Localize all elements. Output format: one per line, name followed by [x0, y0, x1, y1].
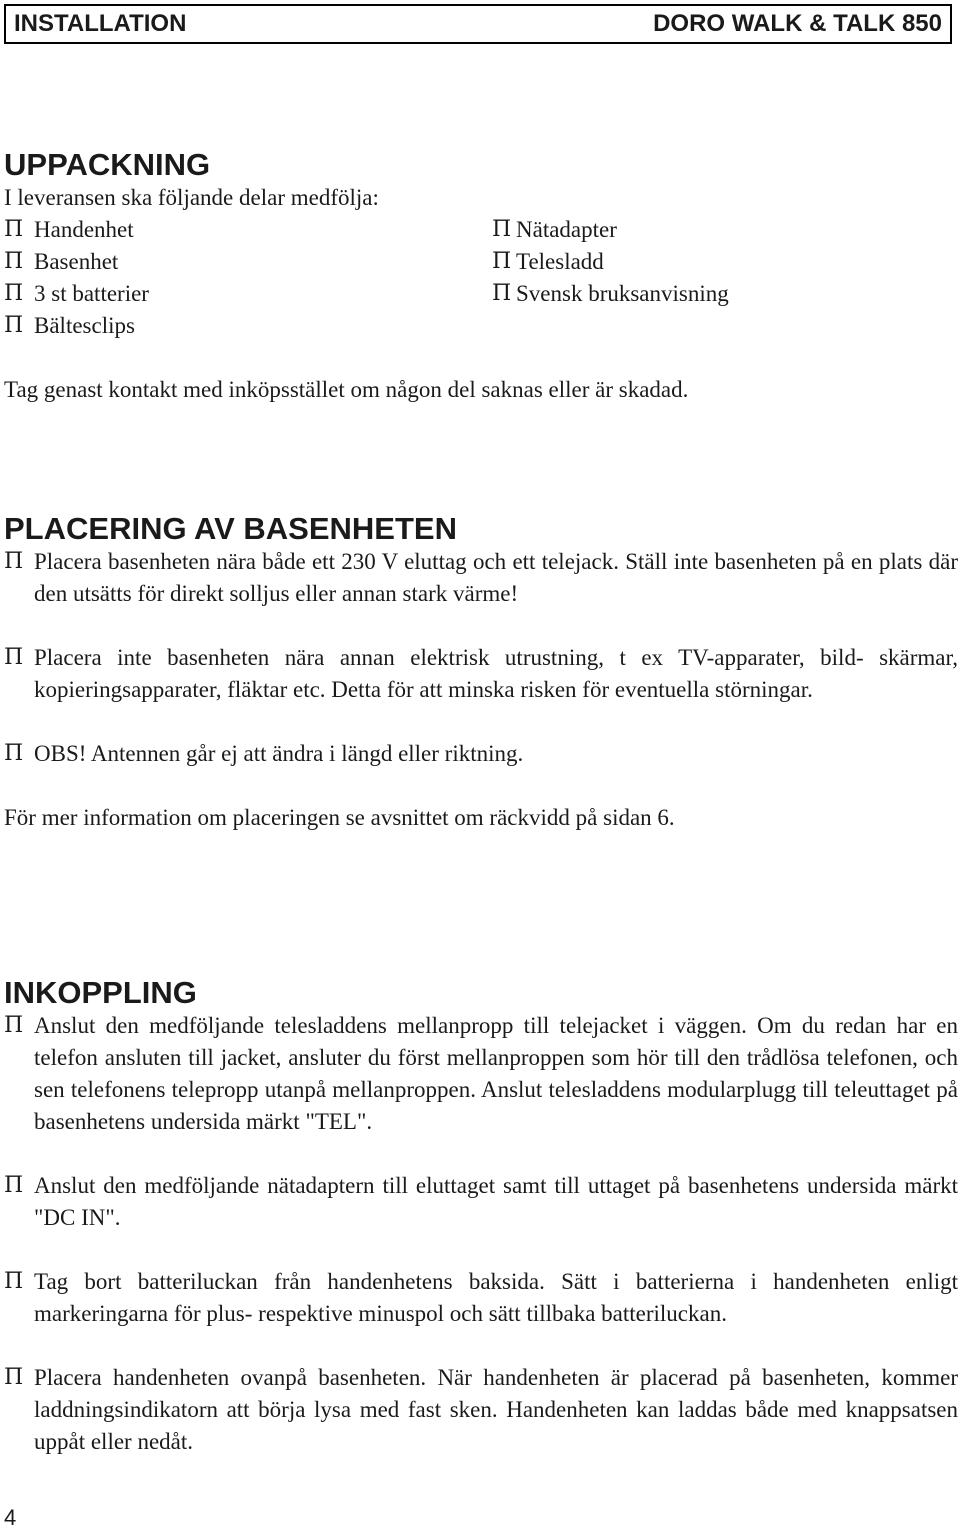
uppackning-heading: UPPACKNING [4, 147, 211, 182]
list-item-text: Telesladd [516, 249, 604, 274]
bullet-icon: Π [4, 313, 24, 338]
bullet-icon: Π [4, 217, 24, 242]
page-number: 4 [4, 1505, 17, 1530]
inkoppling-heading: INKOPPLING [4, 975, 197, 1010]
list-item-text: Nätadapter [516, 217, 617, 242]
placering-heading: PLACERING AV BASENHETEN [4, 511, 457, 546]
list-item [4, 310, 492, 342]
bullet-icon: Π [4, 1365, 24, 1390]
bullet-icon: Π [492, 281, 512, 306]
bullet-icon: Π [4, 549, 24, 574]
list-item [492, 278, 952, 310]
list-item [4, 738, 958, 770]
list-item-text: Anslut den medföljande nätadaptern till eluttaget samt till uttaget på basenhetens undersida märkt "DC IN". [34, 1173, 958, 1230]
bullet-icon: Π [4, 249, 24, 274]
list-item-text: Svensk bruksanvisning [516, 281, 729, 306]
section-inkoppling [4, 976, 958, 1458]
list-item [4, 1266, 958, 1330]
list-item [4, 1170, 958, 1234]
list-item-text: 3 st batterier [34, 281, 149, 306]
parts-list [4, 214, 958, 342]
list-item [4, 642, 958, 706]
list-item-text: OBS! Antennen går ej att ändra i längd eller riktning. [34, 741, 524, 766]
list-item [492, 246, 952, 278]
bullet-icon: Π [4, 1269, 24, 1294]
uppackning-intro: I leveransen ska följande delar medfölja: [4, 185, 379, 210]
header-section-title: INSTALLATION [14, 10, 187, 37]
bullet-icon: Π [492, 249, 512, 274]
list-item [4, 214, 492, 246]
list-item-text: Basenhet [34, 249, 119, 274]
uppackning-note: Tag genast kontakt med inköpsstället om någon del saknas eller är skadad. [4, 377, 689, 402]
list-item-text: Handenhet [34, 217, 134, 242]
bullet-icon: Π [4, 645, 24, 670]
bullet-icon: Π [4, 1013, 24, 1038]
section-placering [4, 512, 958, 834]
bullet-icon: Π [4, 1173, 24, 1198]
header-product-name: DORO WALK & TALK 850 [653, 10, 942, 37]
placering-note: För mer information om placeringen se avsnittet om räckvidd på sidan 6. [4, 805, 675, 830]
list-item [4, 1362, 958, 1458]
parts-list-right [492, 214, 952, 342]
list-item [4, 546, 958, 610]
list-item [4, 1010, 958, 1138]
list-item [4, 246, 492, 278]
bullet-icon: Π [492, 217, 512, 242]
list-item [492, 214, 952, 246]
list-item-text: Placera inte basenheten nära annan elektrisk utrustning, t ex TV-apparater, bild- skärmar, kopieringsapparater, fläktar etc. Detta för att minska risken för eventuella störningar. [34, 645, 958, 702]
list-item-text: Tag bort batteriluckan från handenhetens baksida. Sätt i batterierna i handenheten enligt markeringarna för plus- respektive minuspol och sätt tillbaka batteriluckan. [34, 1269, 958, 1326]
list-item-text: Placera basenheten nära både ett 230 V eluttag och ett telejack. Ställ inte basenheten på en plats där den utsätts för direkt solljus eller annan stark värme! [34, 549, 958, 606]
list-item-text: Placera handenheten ovanpå basenheten. När handenheten är placerad på basenheten, kommer laddningsindikatorn att börja lysa med fast sken. Handenheten kan laddas både med knappsatsen uppåt eller nedåt. [34, 1365, 958, 1454]
list-item [4, 278, 492, 310]
bullet-icon: Π [4, 281, 24, 306]
parts-list-left [4, 214, 492, 342]
page-header [4, 4, 952, 44]
section-uppackning [4, 148, 958, 406]
bullet-icon: Π [4, 741, 24, 766]
list-item-text: Anslut den medföljande telesladdens mellanpropp till telejacket i väggen. Om du redan har en telefon ansluten till jacket, ansluter du först mellanproppen som hör till den trådlösa telefonen, och sen telefonens telepropp utanpå mellanproppen. Anslut telesladdens modularplugg till teleuttaget på basenhetens undersida märkt "TEL". [34, 1013, 958, 1134]
list-item-text: Bältesclips [34, 313, 135, 338]
